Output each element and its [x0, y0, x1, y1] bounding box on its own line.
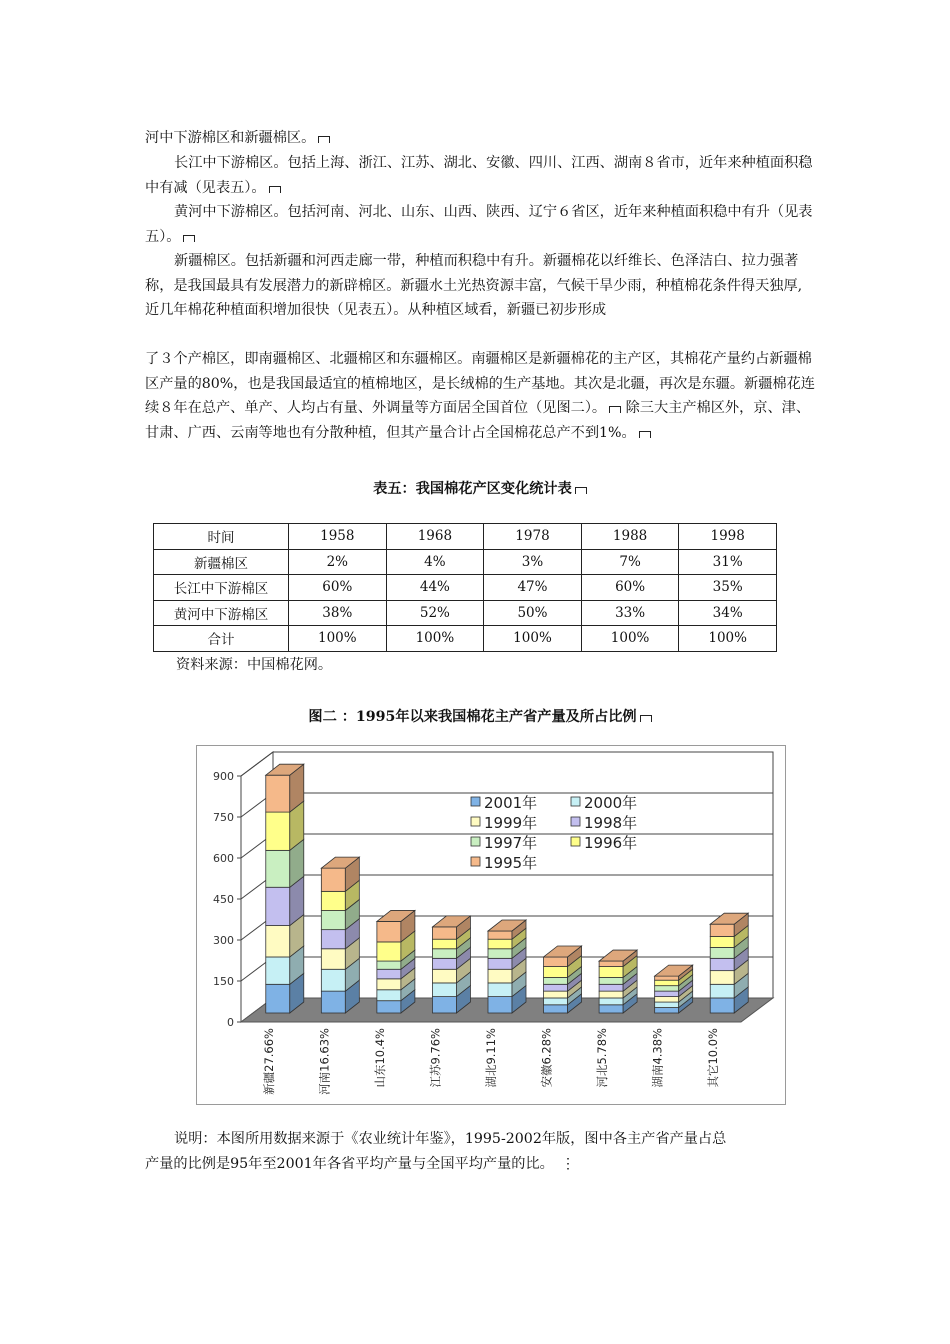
bar-segment	[544, 967, 568, 978]
paragraph-5: 了３个产棉区，即南疆棉区、北疆棉区和东疆棉区。南疆棉区是新疆棉花的主产区，其棉花产量约占新疆棉区产量的80%，也是我国最适宜的植棉地区，是长绒棉的生产基地。其次是北疆，再次是东疆。新疆棉花连续８年在总产、单产、人均占有量、外调量等方面居全国首位（见图二）。 除三大主产棉区外，京、津、甘肃、广西、云南等地也有分散种植，但其产量合计占全国棉花总产不到1%。	[145, 351, 815, 441]
bar-segment	[432, 997, 456, 1013]
table-cell: 4%	[386, 549, 484, 575]
bar-segment	[266, 775, 290, 812]
table-row	[154, 549, 777, 575]
paragraph-mark-icon	[639, 431, 651, 438]
bar-segment	[655, 976, 679, 980]
legend-swatch	[571, 837, 580, 846]
bar-segment	[599, 967, 623, 978]
x-category-label: 江苏9.76%	[428, 1028, 443, 1088]
bar-segment	[321, 949, 345, 970]
bar-segment	[488, 983, 512, 997]
paragraph-4: 新疆棉区。包括新疆和河西走廊一带，种植而积稳中有升。新疆棉花以纤维长、色泽洁白、拉力强著称，是我国最具有发展潜力的新辟棉区。新疆水土光热资源丰富，气候干旱少雨，种植棉花条件得天独厚,近几年棉花种植面积增加很快（见表五）。从种植区域看，新疆已初步形成	[145, 253, 803, 318]
vertical-ellipsis-icon: ⋮	[560, 1155, 576, 1172]
paragraph-mark-icon	[269, 186, 281, 193]
table-row	[154, 575, 777, 601]
table-cell: 38%	[289, 600, 387, 626]
chart-note: 说明：本图所用数据来源于《农业统计年鉴》，1995-2002年版，图中各主产省产量占总 产量的比例是95年至2001年各省平均产量与全国平均产量的比。 ⋮	[145, 1131, 727, 1172]
bar-segment	[321, 891, 345, 910]
legend-swatch	[471, 857, 480, 866]
y-tick-label: 150	[213, 975, 234, 988]
bar-segment	[377, 1001, 401, 1013]
table-cell: 52%	[386, 600, 484, 626]
legend-label: 1998年	[584, 814, 638, 832]
table-cell: 35%	[679, 575, 777, 601]
table-header-cell: 1988	[581, 524, 679, 550]
legend-swatch	[471, 817, 480, 826]
paragraph-mark-icon	[609, 406, 621, 413]
bar-segment	[266, 887, 290, 925]
bar-segment	[321, 969, 345, 991]
bar-segment	[488, 969, 512, 983]
bar-segment	[488, 958, 512, 969]
bar-segment	[321, 930, 345, 949]
table-cell: 44%	[386, 575, 484, 601]
table-cell: 2%	[289, 549, 387, 575]
paragraph-mark-icon	[183, 235, 195, 242]
legend-label: 1996年	[584, 834, 638, 852]
production-region-table	[153, 523, 777, 652]
stacked-bar-chart	[196, 745, 786, 1105]
table-cell: 60%	[289, 575, 387, 601]
bar-segment	[488, 939, 512, 949]
bar-segment	[655, 980, 679, 985]
bar-segment	[544, 977, 568, 984]
paragraph-1: 河中下游棉区和新疆棉区。	[145, 126, 815, 151]
table-cell: 100%	[581, 626, 679, 652]
legend-label: 2001年	[484, 794, 538, 812]
bar-segment	[432, 969, 456, 983]
bar-segment	[266, 926, 290, 957]
table-cell: 7%	[581, 549, 679, 575]
table-row	[154, 600, 777, 626]
bar-segment	[655, 991, 679, 996]
x-category-label: 湖南4.38%	[650, 1028, 665, 1088]
legend-label: 1999年	[484, 814, 538, 832]
table-title: 表五：我国棉花产区变化统计表	[145, 478, 815, 498]
table-cell: 33%	[581, 600, 679, 626]
bar-segment	[544, 1005, 568, 1013]
legend-label: 2000年	[584, 794, 638, 812]
bar-segment	[599, 991, 623, 998]
bar-segment	[599, 998, 623, 1005]
table-cell: 黄河中下游棉区	[154, 600, 289, 626]
x-category-label: 湖北9.11%	[484, 1028, 498, 1088]
y-tick-label: 600	[213, 852, 234, 865]
table-cell: 3%	[484, 549, 582, 575]
y-tick-label: 450	[213, 893, 234, 906]
bar-segment	[266, 812, 290, 850]
bar-segment	[488, 931, 512, 939]
bar-segment	[710, 984, 734, 998]
table-cell: 新疆棉区	[154, 549, 289, 575]
table-source: 资料来源：中国棉花网。	[176, 657, 333, 673]
table-header-cell: 1978	[484, 524, 582, 550]
bar-segment	[488, 949, 512, 959]
bar-segment	[599, 984, 623, 991]
paragraph-2: 长江中下游棉区。包括上海、浙江、江苏、湖北、安徽、四川、江西、湖南８省市，近年来种植面积稳中有减（见表五）。	[145, 155, 813, 196]
table-cell: 47%	[484, 575, 582, 601]
bar-segment	[544, 991, 568, 998]
bar-segment	[655, 1002, 679, 1007]
bar-segment	[655, 986, 679, 991]
table-cell: 100%	[679, 626, 777, 652]
bar-segment	[599, 977, 623, 984]
bar-segment	[655, 997, 679, 1002]
table-cell: 50%	[484, 600, 582, 626]
paragraph-mark-icon	[640, 715, 652, 722]
table-cell: 60%	[581, 575, 679, 601]
legend-swatch	[571, 817, 580, 826]
legend-swatch	[471, 837, 480, 846]
bar-segment	[321, 911, 345, 930]
bar-segment	[599, 1005, 623, 1013]
table-cell: 100%	[484, 626, 582, 652]
y-tick-label: 300	[213, 934, 234, 947]
bar-segment	[544, 984, 568, 991]
bar-segment	[321, 991, 345, 1013]
bar-segment	[710, 924, 734, 936]
bar-segment	[655, 1008, 679, 1013]
bar-segment	[377, 990, 401, 1001]
bar-segment	[266, 957, 290, 984]
bar-segment	[488, 997, 512, 1013]
bar-segment	[321, 868, 345, 891]
table-header-cell: 1958	[289, 524, 387, 550]
table-cell: 合计	[154, 626, 289, 652]
table-header-cell: 1968	[386, 524, 484, 550]
bar-segment	[266, 850, 290, 887]
legend-label: 1995年	[484, 854, 538, 872]
bar-segment	[710, 998, 734, 1013]
bar-segment	[266, 984, 290, 1013]
paragraph-mark-icon	[575, 487, 587, 494]
bar-segment	[432, 939, 456, 949]
legend-label: 1997年	[484, 834, 538, 852]
legend-swatch	[571, 797, 580, 806]
bar-segment	[544, 998, 568, 1005]
x-category-label: 山东10.4%	[372, 1028, 387, 1088]
bar-segment	[377, 921, 401, 942]
bar-segment	[377, 942, 401, 961]
table-cell: 100%	[289, 626, 387, 652]
legend-swatch	[471, 797, 480, 806]
bar-segment	[544, 957, 568, 967]
bar-segment	[432, 949, 456, 959]
paragraph-3: 黄河中下游棉区。包括河南、河北、山东、山西、陕西、辽宁６省区，近年来种植面积稳中有升（见表五）。	[145, 204, 813, 245]
bar-segment	[710, 971, 734, 985]
x-category-label: 新疆27.66%	[261, 1028, 276, 1095]
table-header-cell: 时间	[154, 524, 289, 550]
table-header-row	[154, 524, 777, 550]
bar-segment	[377, 969, 401, 979]
x-category-label: 其它10.0%	[706, 1028, 721, 1088]
y-tick-label: 900	[213, 770, 234, 783]
paragraph-mark-icon	[318, 136, 330, 143]
bar-segment	[432, 983, 456, 997]
y-tick-label: 750	[213, 811, 234, 824]
y-tick-label: 0	[227, 1016, 234, 1029]
chart-title: 图二 ：1995年以来我国棉花主产省产量及所占比例	[145, 706, 815, 726]
table-header-cell: 1998	[679, 524, 777, 550]
bar-segment	[377, 979, 401, 990]
table-total-row	[154, 626, 777, 652]
x-category-label: 安徽6.28%	[539, 1028, 554, 1088]
bar-segment	[432, 927, 456, 939]
table-cell: 34%	[679, 600, 777, 626]
bar-segment	[710, 947, 734, 958]
table-cell: 长江中下游棉区	[154, 575, 289, 601]
bar-segment	[599, 961, 623, 966]
table-cell: 31%	[679, 549, 777, 575]
bar-segment	[710, 958, 734, 970]
x-category-label: 河北5.78%	[595, 1028, 610, 1088]
bar-segment	[377, 961, 401, 969]
x-category-label: 河南16.63%	[317, 1028, 332, 1095]
bar-segment	[710, 936, 734, 947]
table-cell: 100%	[386, 626, 484, 652]
bar-segment	[432, 958, 456, 969]
